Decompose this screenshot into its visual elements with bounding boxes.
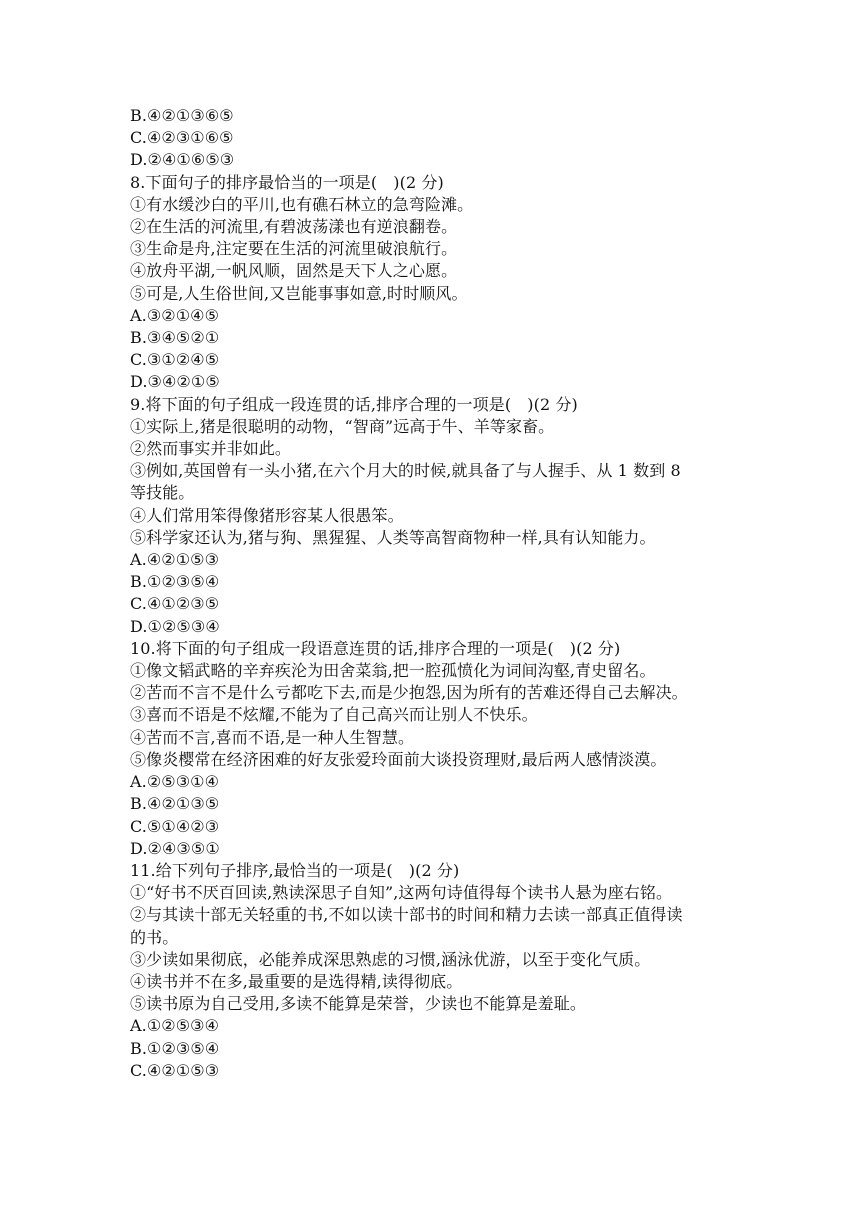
question-8-stem: 8.下面句子的排序最恰当的一项是( )(2 分) [130,172,444,192]
option-c-q7: C.④②③①⑥⑤ [130,128,234,148]
question-11-option-a: A.①②⑤③④ [130,1016,220,1036]
question-9-option-a: A.④②①⑤③ [130,550,220,570]
question-11-option-b: B.①②③⑤④ [130,1038,220,1058]
question-8-sentence-3: ③生命是舟,注定要在生活的河流里破浪航行。 [130,239,458,259]
question-8-option-d: D.③④②①⑤ [130,372,220,392]
question-11-stem: 11.给下列句子排序,最恰当的一项是( )(2 分) [130,860,460,880]
question-9-stem: 9.将下面的句子组成一段连贯的话,排序合理的一项是( )(2 分) [130,394,578,414]
question-8-option-a: A.③②①④⑤ [130,305,220,325]
question-10-option-b: B.④②①③⑤ [130,794,220,814]
question-9-option-c: C.④①②③⑤ [130,594,220,614]
question-8-option-c: C.③①②④⑤ [130,350,220,370]
question-9-option-b: B.①②③⑤④ [130,572,220,592]
question-8-sentence-5: ⑤可是,人生俗世间,又岂能事事如意,时时顺风。 [130,283,468,303]
question-9-sentence-4: ④人们常用笨得像猪形容某人很愚笨。 [130,505,404,525]
option-d-q7: D.②④①⑥⑤③ [130,150,235,170]
question-10-option-c: C.⑤①④②③ [130,816,220,836]
question-11-sentence-2-cont: 的书。 [130,927,179,947]
question-8-sentence-1: ①有水缓沙白的平川,也有礁石林立的急弯险滩。 [130,194,474,214]
question-9-sentence-2: ②然而事实并非如此。 [130,439,292,459]
question-9-option-d: D.①②⑤③④ [130,616,220,636]
question-11-sentence-4: ④读书并不在多,最重要的是选得精,读得彻底。 [130,971,463,991]
question-9-sentence-3: ③例如,英国曾有一头小猪,在六个月大的时候,就具备了与人握手、从 1 数到 8 [130,461,681,481]
option-b-q7: B.④②①③⑥⑤ [130,106,234,125]
question-9-sentence-3-cont: 等技能。 [130,483,195,503]
question-10-sentence-1: ①像文韬武略的辛弃疾沦为田舍菜翁,把一腔孤愤化为词间沟壑,青史留名。 [130,661,656,681]
question-8-sentence-4: ④放舟平湖,一帆风顺，固然是天下人之心愿。 [130,261,458,281]
question-10-sentence-2: ②苦而不言不是什么亏都吃下去,而是少抱怨,因为所有的苦难还得自己去解决。 [130,683,688,703]
question-11-option-c: C.④②①⑤③ [130,1060,220,1080]
question-8-option-b: B.③④⑤②① [130,328,220,348]
question-9-sentence-5: ⑤科学家还认为,猪与狗、黑猩猩、人类等高智商物种一样,具有认知能力。 [130,527,656,547]
question-9-sentence-1: ①实际上,猪是很聪明的动物，“智商”远高于牛、羊等家畜。 [130,416,555,436]
question-10-sentence-5: ⑤像炎樱常在经济困难的好友张爱玲面前大谈投资理财,最后两人感情淡漠。 [130,749,667,769]
question-10-sentence-4: ④苦而不言,喜而不语,是一种人生智慧。 [130,727,415,747]
question-11-sentence-2: ②与其读十部无关轻重的书,不如以读十部书的时间和精力去读一部真正值得读 [130,905,683,925]
question-10-option-a: A.②⑤③①④ [130,772,220,792]
question-10-sentence-3: ③喜而不语是不炫耀,不能为了自己高兴而让别人不快乐。 [130,705,538,725]
question-10-stem: 10.将下面的句子组成一段语意连贯的话,排序合理的一项是( )(2 分) [130,638,621,658]
question-8-sentence-2: ②在生活的河流里,有碧波荡漾也有逆浪翻卷。 [130,217,458,237]
question-11-sentence-3: ③少读如果彻底，必能养成深思熟虑的习惯,涵泳优游，以至于变化气质。 [130,949,651,969]
question-10-option-d: D.②④③⑤① [130,838,220,858]
question-11-sentence-5: ⑤读书原为自己受用,多读不能算是荣誉，少读也不能算是羞耻。 [130,994,586,1014]
question-11-sentence-1: ①“好书不厌百回读,熟读深思子自知”,这两句诗值得每个读书人悬为座右铭。 [130,883,673,903]
